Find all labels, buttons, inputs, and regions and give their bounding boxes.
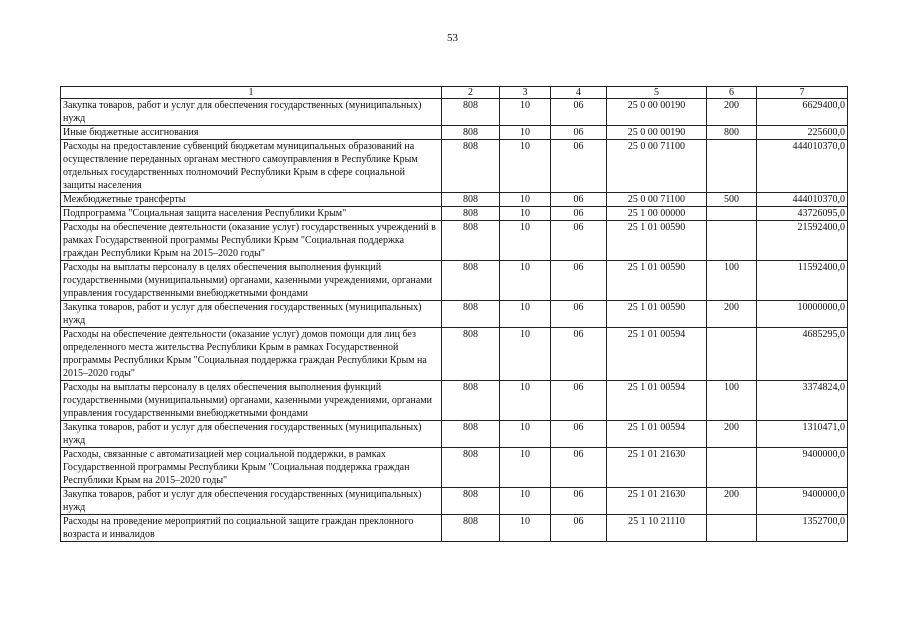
expense-type-cell: 100	[707, 261, 757, 301]
table-row	[61, 301, 848, 328]
table-row	[61, 488, 848, 515]
column-number-4: 4	[551, 87, 607, 99]
row-name-cell: Расходы на выплаты персоналу в целях обеспечения выполнения функций государственными (муниципальными) органами, казенными учреждениями, органами управления государственными внебюджетными фондами	[61, 261, 442, 301]
expense-type-cell: 200	[707, 99, 757, 126]
row-name-cell: Иные бюджетные ассигнования	[61, 126, 442, 140]
ministry-code-cell: 808	[442, 381, 500, 421]
column-number-3: 3	[500, 87, 551, 99]
subsection-code-cell: 06	[551, 515, 607, 542]
ministry-code-cell: 808	[442, 515, 500, 542]
amount-cell: 225600,0	[757, 126, 848, 140]
column-number-row	[61, 87, 848, 99]
table-row	[61, 328, 848, 381]
expense-type-cell	[707, 448, 757, 488]
subsection-code-cell: 06	[551, 193, 607, 207]
row-name-cell: Закупка товаров, работ и услуг для обеспечения государственных (муниципальных) нужд	[61, 99, 442, 126]
ministry-code-cell: 808	[442, 126, 500, 140]
target-article-cell: 25 1 00 00000	[607, 207, 707, 221]
column-number-1: 1	[61, 87, 442, 99]
table-row	[61, 448, 848, 488]
section-code-cell: 10	[500, 126, 551, 140]
subsection-code-cell: 06	[551, 301, 607, 328]
table-row	[61, 126, 848, 140]
expense-type-cell	[707, 515, 757, 542]
column-number-2: 2	[442, 87, 500, 99]
target-article-cell: 25 1 01 21630	[607, 488, 707, 515]
row-name-cell: Межбюджетные трансферты	[61, 193, 442, 207]
page-number: 53	[447, 32, 458, 44]
table-row	[61, 140, 848, 193]
budget-table	[60, 86, 848, 542]
amount-cell: 11592400,0	[757, 261, 848, 301]
section-code-cell: 10	[500, 261, 551, 301]
expense-type-cell	[707, 328, 757, 381]
expense-type-cell: 100	[707, 381, 757, 421]
row-name-cell: Расходы на предоставление субвенций бюджетам муниципальных образований на осуществление переданных органам местного самоуправления в Республике Крым отдельных государственных полномочий Республики Крым в сфере социальной защиты населения	[61, 140, 442, 193]
section-code-cell: 10	[500, 140, 551, 193]
row-name-cell: Расходы, связанные с автоматизацией мер социальной поддержки, в рамках Государственной программы Республики Крым "Социальная поддержка граждан Республики Крым на 2015–2020 годы"	[61, 448, 442, 488]
target-article-cell: 25 1 01 00594	[607, 328, 707, 381]
subsection-code-cell: 06	[551, 207, 607, 221]
row-name-cell: Расходы на обеспечение деятельности (оказание услуг) государственных учреждений в рамках Государственной программы Республики Крым "Социальная поддержка граждан Республики Крым на 2015–2020 годы"	[61, 221, 442, 261]
amount-cell: 444010370,0	[757, 140, 848, 193]
table-row	[61, 221, 848, 261]
column-number-5: 5	[607, 87, 707, 99]
section-code-cell: 10	[500, 488, 551, 515]
expense-type-cell: 800	[707, 126, 757, 140]
target-article-cell: 25 1 01 00590	[607, 261, 707, 301]
table-row	[61, 421, 848, 448]
ministry-code-cell: 808	[442, 207, 500, 221]
amount-cell: 444010370,0	[757, 193, 848, 207]
row-name-cell: Закупка товаров, работ и услуг для обеспечения государственных (муниципальных) нужд	[61, 421, 442, 448]
section-code-cell: 10	[500, 193, 551, 207]
target-article-cell: 25 0 00 00190	[607, 99, 707, 126]
expense-type-cell	[707, 207, 757, 221]
section-code-cell: 10	[500, 328, 551, 381]
ministry-code-cell: 808	[442, 328, 500, 381]
subsection-code-cell: 06	[551, 381, 607, 421]
subsection-code-cell: 06	[551, 421, 607, 448]
expense-type-cell	[707, 221, 757, 261]
amount-cell: 10000000,0	[757, 301, 848, 328]
amount-cell: 1352700,0	[757, 515, 848, 542]
expense-type-cell: 200	[707, 421, 757, 448]
subsection-code-cell: 06	[551, 99, 607, 126]
section-code-cell: 10	[500, 421, 551, 448]
amount-cell: 1310471,0	[757, 421, 848, 448]
amount-cell: 6629400,0	[757, 99, 848, 126]
section-code-cell: 10	[500, 381, 551, 421]
amount-cell: 9400000,0	[757, 448, 848, 488]
table-row	[61, 99, 848, 126]
ministry-code-cell: 808	[442, 421, 500, 448]
table-row	[61, 515, 848, 542]
row-name-cell: Закупка товаров, работ и услуг для обеспечения государственных (муниципальных) нужд	[61, 301, 442, 328]
ministry-code-cell: 808	[442, 448, 500, 488]
expense-type-cell: 500	[707, 193, 757, 207]
table-row	[61, 381, 848, 421]
section-code-cell: 10	[500, 207, 551, 221]
target-article-cell: 25 1 01 00590	[607, 221, 707, 261]
amount-cell: 3374824,0	[757, 381, 848, 421]
subsection-code-cell: 06	[551, 221, 607, 261]
amount-cell: 9400000,0	[757, 488, 848, 515]
section-code-cell: 10	[500, 515, 551, 542]
section-code-cell: 10	[500, 448, 551, 488]
ministry-code-cell: 808	[442, 488, 500, 515]
row-name-cell: Расходы на выплаты персоналу в целях обеспечения выполнения функций государственными (муниципальными) органами, казенными учреждениями, органами управления государственными внебюджетными фондами	[61, 381, 442, 421]
subsection-code-cell: 06	[551, 488, 607, 515]
expense-type-cell	[707, 140, 757, 193]
subsection-code-cell: 06	[551, 261, 607, 301]
expense-type-cell: 200	[707, 301, 757, 328]
subsection-code-cell: 06	[551, 126, 607, 140]
ministry-code-cell: 808	[442, 193, 500, 207]
row-name-cell: Расходы на проведение мероприятий по социальной защите граждан преклонного возраста и инвалидов	[61, 515, 442, 542]
target-article-cell: 25 1 01 00594	[607, 381, 707, 421]
target-article-cell: 25 1 01 00594	[607, 421, 707, 448]
amount-cell: 4685295,0	[757, 328, 848, 381]
section-code-cell: 10	[500, 301, 551, 328]
expense-type-cell: 200	[707, 488, 757, 515]
column-number-6: 6	[707, 87, 757, 99]
subsection-code-cell: 06	[551, 448, 607, 488]
target-article-cell: 25 1 10 21110	[607, 515, 707, 542]
subsection-code-cell: 06	[551, 328, 607, 381]
table-body	[61, 99, 848, 542]
row-name-cell: Закупка товаров, работ и услуг для обеспечения государственных (муниципальных) нужд	[61, 488, 442, 515]
table-row	[61, 207, 848, 221]
amount-cell: 21592400,0	[757, 221, 848, 261]
section-code-cell: 10	[500, 99, 551, 126]
target-article-cell: 25 0 00 71100	[607, 140, 707, 193]
table-row	[61, 261, 848, 301]
subsection-code-cell: 06	[551, 140, 607, 193]
target-article-cell: 25 1 01 00590	[607, 301, 707, 328]
ministry-code-cell: 808	[442, 99, 500, 126]
ministry-code-cell: 808	[442, 221, 500, 261]
row-name-cell: Подпрограмма "Социальная защита населения Республики Крым"	[61, 207, 442, 221]
column-number-7: 7	[757, 87, 848, 99]
ministry-code-cell: 808	[442, 261, 500, 301]
ministry-code-cell: 808	[442, 140, 500, 193]
section-code-cell: 10	[500, 221, 551, 261]
row-name-cell: Расходы на обеспечение деятельности (оказание услуг) домов помощи для лиц без определенного места жительства Республики Крым в рамках Государственной программы Республики Крым "Социальная поддержка граждан Республики Крым на 2015–2020 годы"	[61, 328, 442, 381]
amount-cell: 43726095,0	[757, 207, 848, 221]
target-article-cell: 25 0 00 71100	[607, 193, 707, 207]
ministry-code-cell: 808	[442, 301, 500, 328]
table-row	[61, 193, 848, 207]
target-article-cell: 25 0 00 00190	[607, 126, 707, 140]
target-article-cell: 25 1 01 21630	[607, 448, 707, 488]
